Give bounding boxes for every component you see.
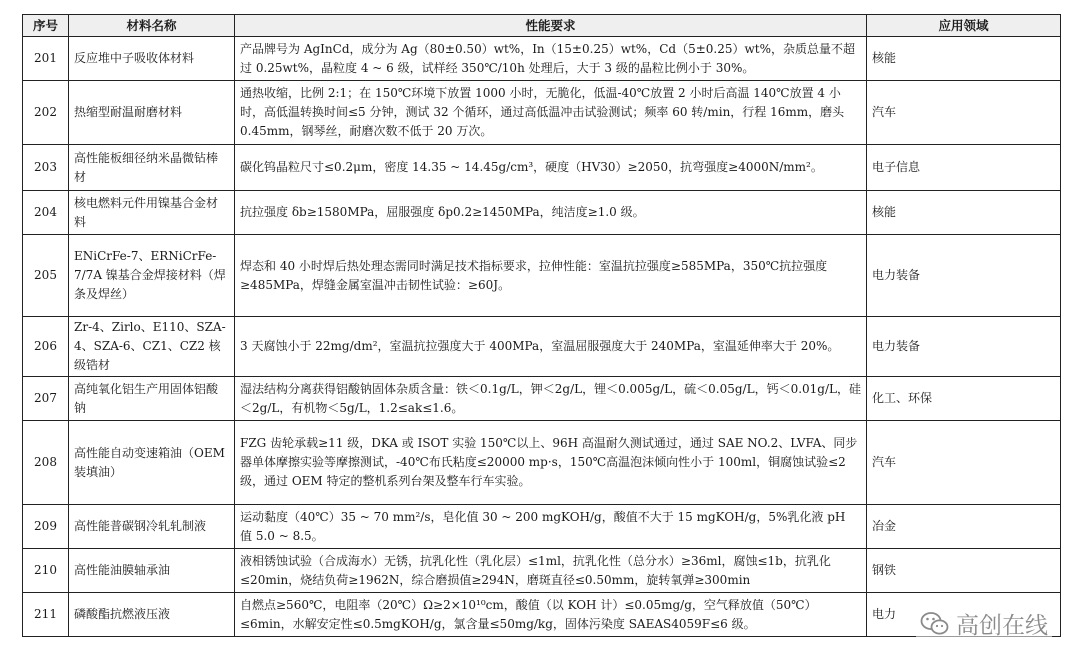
table-row <box>23 317 1061 377</box>
performance-requirement: 液相锈蚀试验（合成海水）无锈，抗乳化性（乳化层）≤1ml，抗乳化性（总分水）≥36ml，腐蚀≤1b，抗乳化≤20min，烧结负荷≥1962N，综合磨损值≥294N，磨斑直径≤0.50mm，旋转氧弹≥300min <box>235 549 867 593</box>
material-name: 反应堆中子吸收体材料 <box>69 37 235 81</box>
performance-requirement: 抗拉强度 δb≥1580MPa，屈服强度 δp0.2≥1450MPa，纯洁度≥1.0 级。 <box>235 191 867 235</box>
wechat-icon <box>920 611 950 637</box>
material-name: 高纯氧化铝生产用固体铝酸钠 <box>69 377 235 421</box>
performance-requirement: 通热收缩，比例 2:1；在 150℃环境下放置 1000 小时，无脆化，低温-40℃放置 2 小时后高温 140℃放置 4 小时，高低温转换时间≤5 分钟，测试 32 个循环，通过高低温冲击试验测试；频率 60 转/min，行程 16mm，磨头 0.45mm，钢琴丝，耐磨次数不低于 20 万次。 <box>235 81 867 145</box>
application-field: 核能 <box>867 191 1061 235</box>
table-row <box>23 549 1061 593</box>
material-name: 磷酸酯抗燃液压液 <box>69 593 235 637</box>
row-number: 203 <box>23 145 69 191</box>
row-number: 211 <box>23 593 69 637</box>
performance-requirement: 焊态和 40 小时焊后热处理态需同时满足技术指标要求，拉伸性能：室温抗拉强度≥585MPa，350℃抗拉强度≥485MPa，焊缝金属室温冲击韧性试验：≥60J。 <box>235 235 867 317</box>
row-number: 204 <box>23 191 69 235</box>
material-name: 高性能自动变速箱油（OEM 装填油） <box>69 421 235 505</box>
watermark-text: 高创在线 <box>956 613 1048 639</box>
material-name: 高性能普碳钢冷轧轧制液 <box>69 505 235 549</box>
row-number: 205 <box>23 235 69 317</box>
row-number: 207 <box>23 377 69 421</box>
row-number: 206 <box>23 317 69 377</box>
application-field: 电力装备 <box>867 235 1061 317</box>
table-row <box>23 505 1061 549</box>
table-row <box>23 81 1061 145</box>
performance-requirement: 自燃点≥560℃，电阻率（20℃）Ω≥2×10¹⁰cm，酸值（以 KOH 计）≤0.05mg/g，空气释放值（50℃）≤6min，水解安定性≤0.5mgKOH/g，氯含量≤50mg/kg，固体污染度 SAEAS4059F≤6 级。 <box>235 593 867 637</box>
header-requirement: 性能要求 <box>235 15 867 37</box>
performance-requirement: 运动黏度（40℃）35 ~ 70 mm²/s，皂化值 30 ~ 200 mgKOH/g，酸值不大于 15 mgKOH/g，5%乳化液 pH 值 5.0 ~ 8.5。 <box>235 505 867 549</box>
performance-requirement: FZG 齿轮承载≥11 级，DKA 或 ISOT 实验 150℃以上、96H 高温耐久测试通过，通过 SAE NO.2、LVFA、同步器单体摩擦实验等摩擦测试，-40℃布氏粘度≤20000 mp·s，150℃高温泡沫倾向性小于 100ml，铜腐蚀试验≤2 级，通过 OEM 特定的整机系列台架及整车行车实验。 <box>235 421 867 505</box>
application-field: 冶金 <box>867 505 1061 549</box>
row-number: 208 <box>23 421 69 505</box>
performance-requirement: 碳化钨晶粒尺寸≤0.2μm，密度 14.35 ~ 14.45g/cm³，硬度（HV30）≥2050，抗弯强度≥4000N/mm²。 <box>235 145 867 191</box>
row-number: 209 <box>23 505 69 549</box>
performance-requirement: 3 天腐蚀小于 22mg/dm²，室温抗拉强度大于 400MPa，室温屈服强度大于 240MPa，室温延伸率大于 20%。 <box>235 317 867 377</box>
header-name: 材料名称 <box>69 15 235 37</box>
header-no: 序号 <box>23 15 69 37</box>
application-field: 汽车 <box>867 421 1061 505</box>
header-field: 应用领域 <box>867 15 1061 37</box>
row-number: 201 <box>23 37 69 81</box>
materials-table-container <box>22 14 1060 637</box>
table-row <box>23 235 1061 317</box>
performance-requirement: 产品牌号为 AgInCd，成分为 Ag（80±0.50）wt%，In（15±0.25）wt%，Cd（5±0.25）wt%，杂质总量不超过 0.25wt%，晶粒度 4 ~ 6 级，试样经 350℃/10h 处理后，大于 3 级的晶粒比例小于 30%。 <box>235 37 867 81</box>
watermark <box>916 605 1052 642</box>
table-row <box>23 421 1061 505</box>
row-number: 210 <box>23 549 69 593</box>
materials-table <box>22 14 1061 637</box>
application-field: 电力装备 <box>867 317 1061 377</box>
table-row <box>23 377 1061 421</box>
application-field: 汽车 <box>867 81 1061 145</box>
material-name: 高性能板细径纳米晶微钻棒材 <box>69 145 235 191</box>
material-name: Zr-4、Zirlo、E110、SZA-4、SZA-6、CZ1、CZ2 核级锆材 <box>69 317 235 377</box>
material-name: 核电燃料元件用镍基合金材料 <box>69 191 235 235</box>
material-name: ENiCrFe-7、ERNiCrFe-7/7A 镍基合金焊接材料（焊条及焊丝） <box>69 235 235 317</box>
application-field: 核能 <box>867 37 1061 81</box>
application-field: 电子信息 <box>867 145 1061 191</box>
table-header-row <box>23 15 1061 37</box>
performance-requirement: 湿法结构分离获得铝酸钠固体杂质含量：铁＜0.1g/L，钾＜2g/L，锂＜0.005g/L，硫＜0.05g/L，钙＜0.01g/L，硅＜2g/L，有机物＜5g/L，1.2≤ak≤1.6。 <box>235 377 867 421</box>
table-body <box>23 37 1061 637</box>
row-number: 202 <box>23 81 69 145</box>
table-row <box>23 145 1061 191</box>
table-row <box>23 593 1061 637</box>
table-row <box>23 37 1061 81</box>
material-name: 热缩型耐温耐磨材料 <box>69 81 235 145</box>
table-row <box>23 191 1061 235</box>
application-field: 化工、环保 <box>867 377 1061 421</box>
material-name: 高性能油膜轴承油 <box>69 549 235 593</box>
application-field: 电力 <box>867 593 1061 637</box>
application-field: 钢铁 <box>867 549 1061 593</box>
